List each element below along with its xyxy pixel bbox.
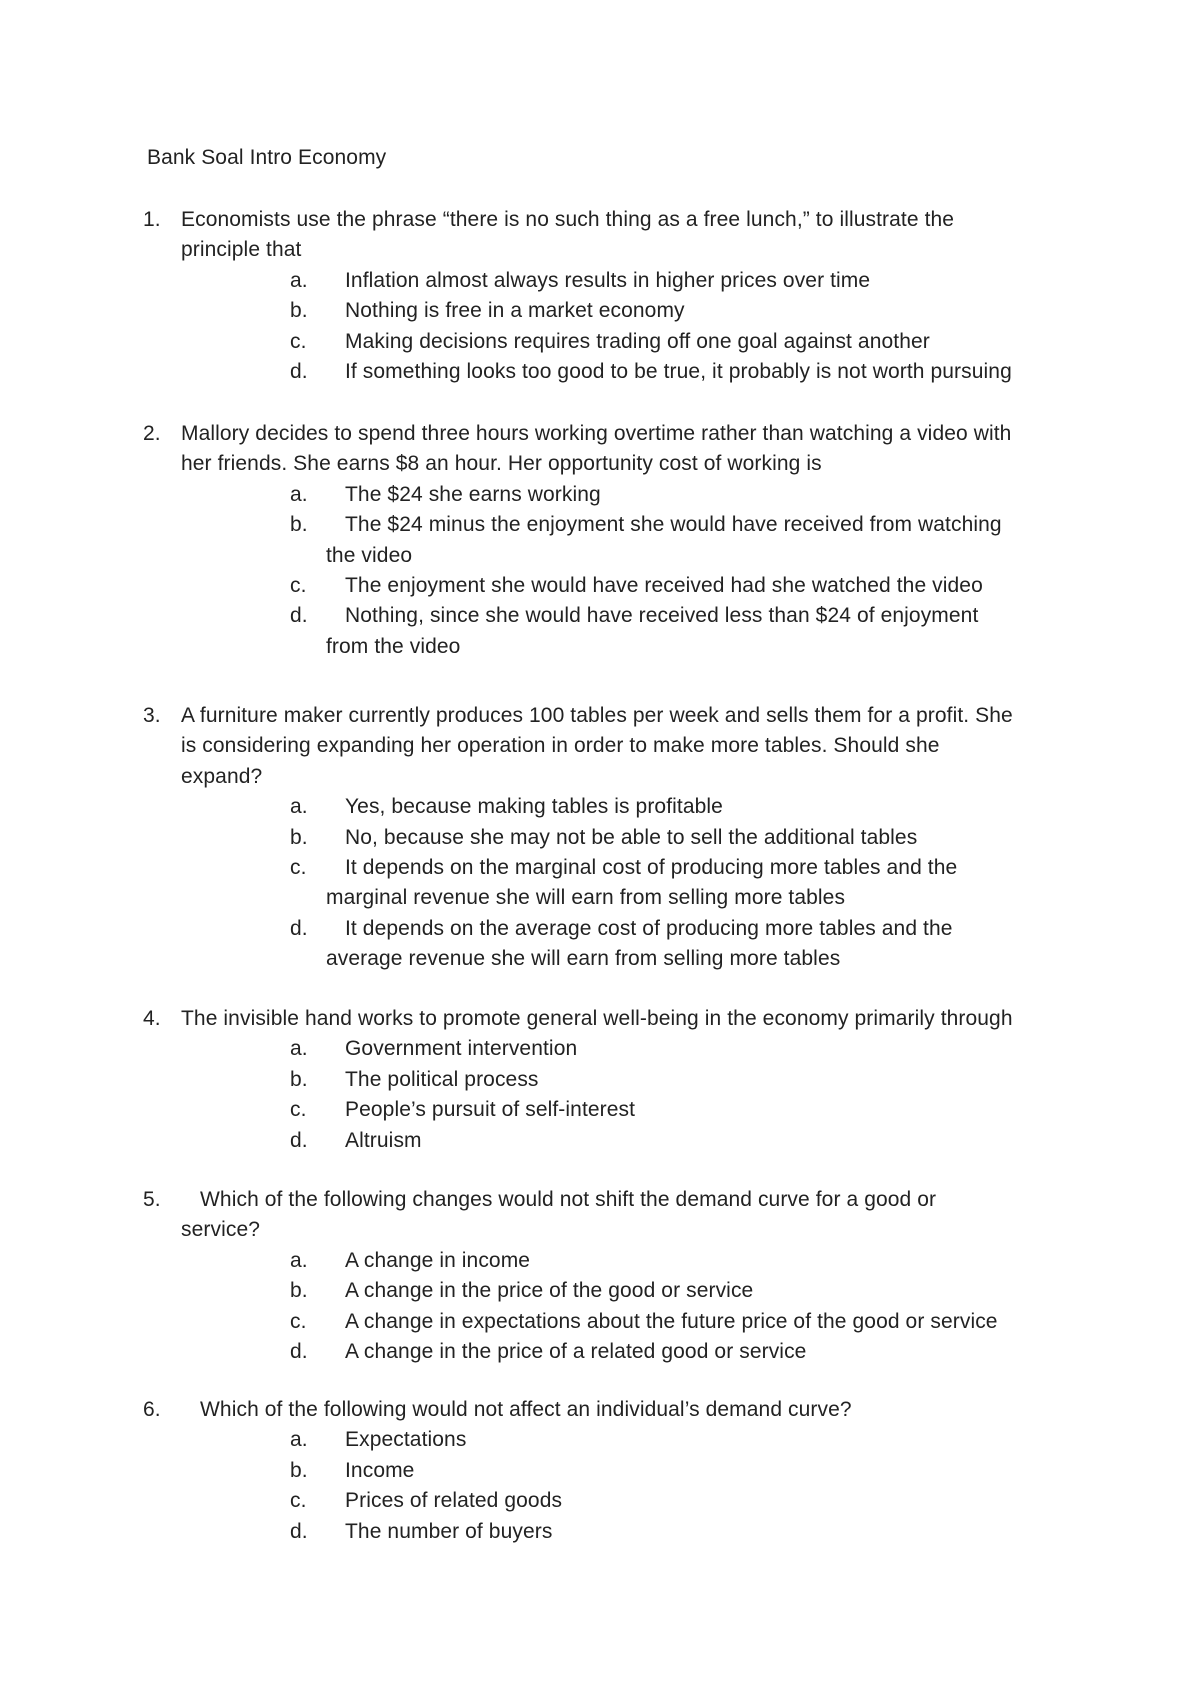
option-text: average revenue she will earn from selling more tables <box>326 947 841 971</box>
option-text: It depends on the marginal cost of producing more tables and the <box>345 856 958 879</box>
question-number: 2. <box>143 422 161 445</box>
option-letter: d. <box>290 604 308 628</box>
option-letter: b. <box>290 1279 308 1303</box>
option-letter: b. <box>290 513 308 537</box>
option-text: Income <box>345 1458 415 1482</box>
option-text: No, because she may not be able to sell the additional tables <box>345 825 918 849</box>
option-text: Nothing, since she would have received less than $24 of enjoyment <box>345 604 979 628</box>
option-text: A change in income <box>345 1248 531 1272</box>
option-letter: a. <box>290 1428 308 1452</box>
question-text: The invisible hand works to promote general well-being in the economy primarily through <box>181 1007 1013 1030</box>
question-text: expand? <box>181 764 263 788</box>
option-letter: d. <box>290 1128 308 1152</box>
option-letter: c. <box>290 329 307 353</box>
question-text: Economists use the phrase “there is no such thing as a free lunch,” to illustrate the <box>181 208 955 231</box>
option-letter: d. <box>290 916 308 940</box>
question-text: A furniture maker currently produces 100 tables per week and sells them for a profit. She <box>181 704 1013 727</box>
option-text: Government intervention <box>345 1037 578 1061</box>
option-text: the video <box>326 543 413 567</box>
option-letter: b. <box>290 299 308 323</box>
option-text: Nothing is free in a market economy <box>345 299 685 323</box>
question-text: is considering expanding her operation in order to make more tables. Should she <box>181 734 940 758</box>
option-letter: c. <box>290 1489 307 1513</box>
option-text: Prices of related goods <box>345 1489 563 1513</box>
question-number: 4. <box>143 1007 161 1030</box>
question-number: 5. <box>143 1188 161 1211</box>
option-letter: d. <box>290 360 308 383</box>
question-text: Mallory decides to spend three hours working overtime rather than watching a video with <box>181 422 1012 445</box>
question-text: service? <box>181 1218 260 1242</box>
option-text: People’s pursuit of self-interest <box>345 1098 636 1122</box>
option-text: The $24 minus the enjoyment she would have received from watching <box>345 513 1002 537</box>
option-text: The enjoyment she would have received had she watched the video <box>345 574 983 597</box>
option-letter: a. <box>290 1037 308 1061</box>
question-number: 3. <box>143 704 161 727</box>
option-text: Altruism <box>345 1128 422 1152</box>
question-number: 6. <box>143 1398 161 1421</box>
option-letter: a. <box>290 268 308 292</box>
option-letter: a. <box>290 1248 308 1272</box>
option-text: The number of buyers <box>345 1519 553 1543</box>
option-text: marginal revenue she will earn from selling more tables <box>326 886 846 910</box>
option-text: A change in the price of a related good or service <box>345 1340 807 1363</box>
option-letter: d. <box>290 1519 308 1543</box>
option-text: If something looks too good to be true, it probably is not worth pursuing <box>345 360 1012 383</box>
option-text: A change in the price of the good or service <box>345 1279 754 1303</box>
option-text: from the video <box>326 634 461 658</box>
option-letter: c. <box>290 856 307 879</box>
option-letter: d. <box>290 1340 308 1363</box>
document-title: Bank Soal Intro Economy <box>147 146 387 169</box>
option-text: It depends on the average cost of producing more tables and the <box>345 916 953 940</box>
option-letter: c. <box>290 1309 307 1333</box>
question-text: her friends. She earns $8 an hour. Her opportunity cost of working is <box>181 452 822 476</box>
option-letter: b. <box>290 825 308 849</box>
option-text: A change in expectations about the future price of the good or service <box>345 1309 998 1333</box>
option-text: Inflation almost always results in higher prices over time <box>345 268 871 292</box>
option-letter: c. <box>290 574 307 597</box>
option-text: Expectations <box>345 1428 467 1452</box>
option-letter: c. <box>290 1098 307 1122</box>
option-letter: a. <box>290 795 308 819</box>
option-text: Yes, because making tables is profitable <box>345 795 723 819</box>
option-text: The $24 she earns working <box>345 482 601 506</box>
question-text: Which of the following would not affect an individual’s demand curve? <box>200 1398 852 1421</box>
question-text: Which of the following changes would not shift the demand curve for a good or <box>200 1188 937 1211</box>
option-letter: b. <box>290 1458 308 1482</box>
option-letter: a. <box>290 482 308 506</box>
question-text: principle that <box>181 238 302 262</box>
option-text: Making decisions requires trading off one goal against another <box>345 329 930 353</box>
question-number: 1. <box>143 208 161 231</box>
option-letter: b. <box>290 1067 308 1091</box>
option-text: The political process <box>345 1067 539 1091</box>
